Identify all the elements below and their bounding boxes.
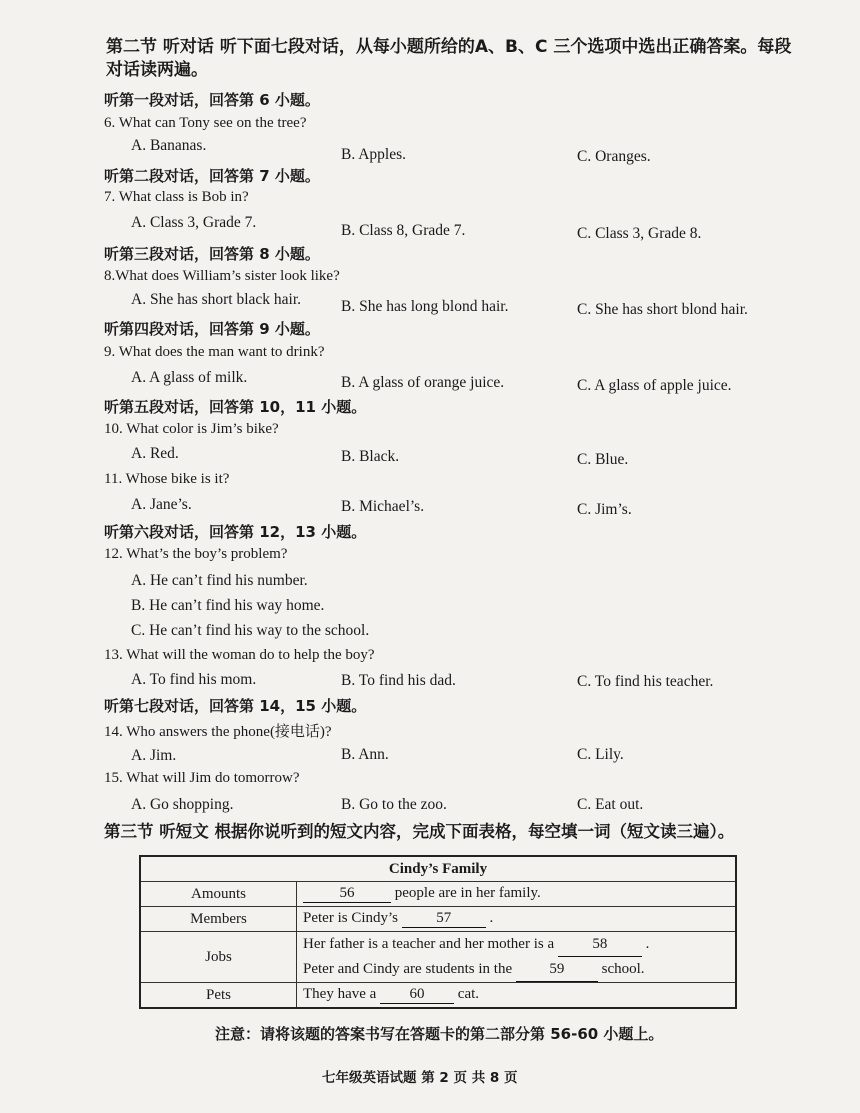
q6-option-c: C. Oranges.: [577, 148, 651, 165]
q7-option-c: C. Class 3, Grade 8.: [577, 225, 702, 242]
question-8: 8.What does William’s sister look like?: [104, 268, 340, 284]
blank-58: 58: [558, 932, 642, 957]
question-12: 12. What’s the boy’s problem?: [104, 546, 288, 562]
dialogue-header-7: 听第七段对话，回答第 14，15 小题。: [104, 697, 367, 715]
q11-option-b: B. Michael’s.: [341, 498, 425, 515]
q7-option-a: A. Class 3, Grade 7.: [131, 214, 257, 231]
blank-57: 57: [402, 910, 486, 928]
jobs-cell: [297, 932, 737, 983]
table-heading: Cindy’s Family: [140, 856, 736, 882]
dialogue-header-3: 听第三段对话，回答第 8 小题。: [104, 245, 320, 263]
question-10: 10. What color is Jim’s bike?: [104, 421, 279, 437]
q10-option-a: A. Red.: [131, 445, 179, 462]
q11-option-c: C. Jim’s.: [577, 501, 632, 518]
q15-option-c: C. Eat out.: [577, 796, 644, 813]
q8-option-b: B. She has long blond hair.: [341, 298, 509, 315]
q6-option-b: B. Apples.: [341, 146, 407, 163]
dialogue-header-1: 听第一段对话，回答第 6 小题。: [104, 91, 320, 109]
q12-option-a: A. He can’t find his number.: [131, 572, 308, 589]
blank-60: 60: [380, 986, 454, 1004]
q8-option-c: C. She has short blond hair.: [577, 301, 748, 318]
members-period: .: [489, 910, 494, 926]
q9-option-c: C. A glass of apple juice.: [577, 377, 732, 394]
section2-title: 第二节 听对话 听下面七段对话，从每小题所给的A、B、C 三个选项中选出正确答案。每段对话读两遍。: [106, 37, 792, 80]
blank-56: 56: [303, 885, 391, 903]
q15-option-a: A. Go shopping.: [131, 796, 234, 813]
dialogue-header-6: 听第六段对话，回答第 12，13 小题。: [104, 523, 367, 541]
q8-option-a: A. She has short black hair.: [131, 291, 302, 308]
dialogue-header-4: 听第四段对话，回答第 9 小题。: [104, 320, 320, 338]
q14-option-b: B. Ann.: [341, 746, 389, 763]
jobs-line1-period: .: [645, 936, 650, 952]
jobs-line2-text: Peter and Cindy are students in the: [303, 961, 513, 977]
q13-option-b: B. To find his dad.: [341, 672, 456, 689]
q10-option-c: C. Blue.: [577, 451, 629, 468]
pets-end: cat.: [457, 986, 480, 1002]
q11-option-a: A. Jane’s.: [131, 496, 192, 513]
jobs-label: Jobs: [140, 932, 297, 983]
q14-option-a: A. Jim.: [131, 747, 177, 764]
jobs-line1-text: Her father is a teacher and her mother is a: [303, 936, 555, 952]
q9-option-b: B. A glass of orange juice.: [341, 374, 505, 391]
q13-option-c: C. To find his teacher.: [577, 673, 714, 690]
blank-59: 59: [516, 957, 598, 982]
q14-option-c: C. Lily.: [577, 746, 624, 763]
members-cell: [297, 907, 737, 932]
members-text: Peter is Cindy’s: [303, 910, 399, 926]
dialogue-header-2: 听第二段对话，回答第 7 小题。: [104, 167, 320, 185]
answer-note: 注意：请将该题的答案书写在答题卡的第二部分第 56-60 小题上。: [215, 1025, 664, 1043]
q12-option-c: C. He can’t find his way to the school.: [131, 622, 370, 639]
question-7: 7. What class is Bob in?: [104, 189, 249, 205]
question-9: 9. What does the man want to drink?: [104, 344, 325, 360]
q6-option-a: A. Bananas.: [131, 137, 207, 154]
q13-option-a: A. To find his mom.: [131, 671, 257, 688]
q7-option-b: B. Class 8, Grade 7.: [341, 222, 466, 239]
question-11: 11. Whose bike is it?: [104, 471, 230, 487]
pets-cell: [297, 983, 737, 1009]
q10-option-b: B. Black.: [341, 448, 400, 465]
question-15: 15. What will Jim do tomorrow?: [104, 770, 300, 786]
q9-option-a: A. A glass of milk.: [131, 369, 248, 386]
amounts-cell: [297, 882, 737, 907]
question-13: 13. What will the woman do to help the boy?: [104, 647, 375, 663]
question-14: 14. Who answers the phone(接电话)?: [104, 724, 332, 740]
pets-text: They have a: [303, 986, 377, 1002]
jobs-line2-end: school.: [601, 961, 645, 977]
pets-label: Pets: [140, 983, 297, 1009]
amounts-label: Amounts: [140, 882, 297, 907]
q12-option-b: B. He can’t find his way home.: [131, 597, 325, 614]
dialogue-header-5: 听第五段对话，回答第 10，11 小题。: [104, 398, 367, 416]
page-footer: 七年级英语试题 第 2 页 共 8 页: [322, 1070, 518, 1086]
cindys-family-table: [139, 855, 737, 1009]
amounts-text: people are in her family.: [394, 885, 541, 901]
members-label: Members: [140, 907, 297, 932]
question-6: 6. What can Tony see on the tree?: [104, 115, 307, 131]
section3-title: 第三节 听短文 根据你说听到的短文内容，完成下面表格，每空填一词（短文读三遍）。: [104, 822, 735, 841]
q15-option-b: B. Go to the zoo.: [341, 796, 447, 813]
